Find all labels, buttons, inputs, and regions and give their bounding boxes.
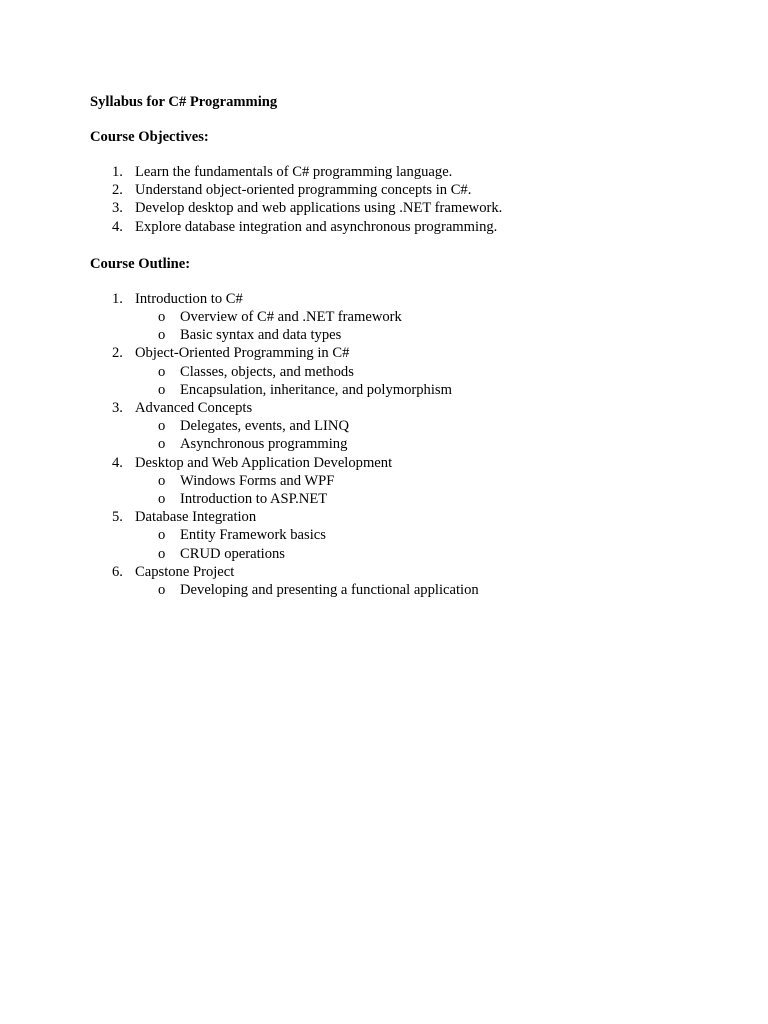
objective-item: [90, 218, 710, 236]
bullet-glyph: o: [158, 327, 166, 344]
sub-item-text: Overview of C# and .NET framework: [180, 309, 402, 326]
list-number: 2.: [112, 345, 123, 362]
sub-item: [135, 435, 710, 453]
sub-item-text: CRUD operations: [180, 545, 285, 562]
section-title: Object-Oriented Programming in C#: [135, 345, 350, 362]
sub-item: [135, 363, 710, 381]
objective-item: [90, 181, 710, 199]
sub-item-text: Encapsulation, inheritance, and polymorphism: [180, 381, 452, 398]
list-number: 4.: [112, 454, 123, 471]
bullet-glyph: o: [158, 418, 166, 435]
bullet-glyph: o: [158, 381, 166, 398]
objectives-heading: Course Objectives:: [90, 129, 209, 145]
list-number: 1.: [112, 164, 123, 180]
list-number: 3.: [112, 400, 123, 417]
objectives-list: [90, 163, 710, 236]
sub-item: [135, 308, 710, 326]
objective-item: [90, 199, 710, 217]
sub-item: [135, 472, 710, 490]
objective-text: Learn the fundamentals of C# programming language.: [135, 164, 453, 180]
outline-section: [90, 344, 710, 399]
sub-item-text: Windows Forms and WPF: [180, 472, 335, 489]
sub-item: [135, 490, 710, 508]
outline-heading: Course Outline:: [90, 255, 191, 272]
section-title: Capstone Project: [135, 563, 235, 580]
section-title: Database Integration: [135, 509, 257, 526]
sub-item-text: Entity Framework basics: [180, 527, 326, 544]
outline-section: [90, 563, 710, 599]
sub-item-text: Delegates, events, and LINQ: [180, 418, 349, 435]
sub-item-text: Basic syntax and data types: [180, 327, 342, 344]
bullet-glyph: o: [158, 582, 166, 599]
objective-item: [90, 163, 710, 181]
bullet-glyph: o: [158, 491, 166, 508]
sub-item-text: Developing and presenting a functional application: [180, 582, 479, 599]
sub-list: [135, 581, 710, 599]
outline-list: [90, 290, 710, 599]
list-number: 4.: [112, 218, 123, 235]
section-title: Advanced Concepts: [135, 400, 253, 417]
section-title: Introduction to C#: [135, 290, 243, 307]
list-number: 5.: [112, 509, 123, 526]
sub-list: [135, 417, 710, 453]
sub-list: [135, 472, 710, 508]
sub-item: [135, 526, 710, 544]
list-number: 6.: [112, 563, 123, 580]
sub-item: [135, 381, 710, 399]
outline-section: [90, 290, 710, 345]
sub-item: [135, 326, 710, 344]
document-title: Syllabus for C# Programming: [90, 94, 278, 110]
bullet-glyph: o: [158, 527, 166, 544]
sub-item-text: Asynchronous programming: [180, 436, 348, 453]
bullet-glyph: o: [158, 363, 166, 380]
outline-section: [90, 508, 710, 563]
sub-list: [135, 363, 710, 399]
bullet-glyph: o: [158, 545, 166, 562]
objective-text: Understand object-oriented programming concepts in C#.: [135, 182, 472, 199]
objective-text: Develop desktop and web applications using .NET framework.: [135, 200, 503, 217]
objective-text: Explore database integration and asynchronous programming.: [135, 218, 498, 235]
sub-item: [135, 545, 710, 563]
outline-section: [90, 454, 710, 509]
sub-item-text: Classes, objects, and methods: [180, 363, 354, 380]
bullet-glyph: o: [158, 309, 166, 326]
sub-list: [135, 308, 710, 344]
sub-item: [135, 417, 710, 435]
sub-item-text: Introduction to ASP.NET: [180, 491, 328, 508]
sub-list: [135, 526, 710, 562]
bullet-glyph: o: [158, 436, 166, 453]
list-number: 1.: [112, 290, 123, 307]
list-number: 2.: [112, 182, 123, 199]
outline-section: [90, 399, 710, 454]
bullet-glyph: o: [158, 472, 166, 489]
section-title: Desktop and Web Application Development: [135, 454, 393, 471]
sub-item: [135, 581, 710, 599]
document-page: [90, 92, 710, 599]
list-number: 3.: [112, 200, 123, 217]
